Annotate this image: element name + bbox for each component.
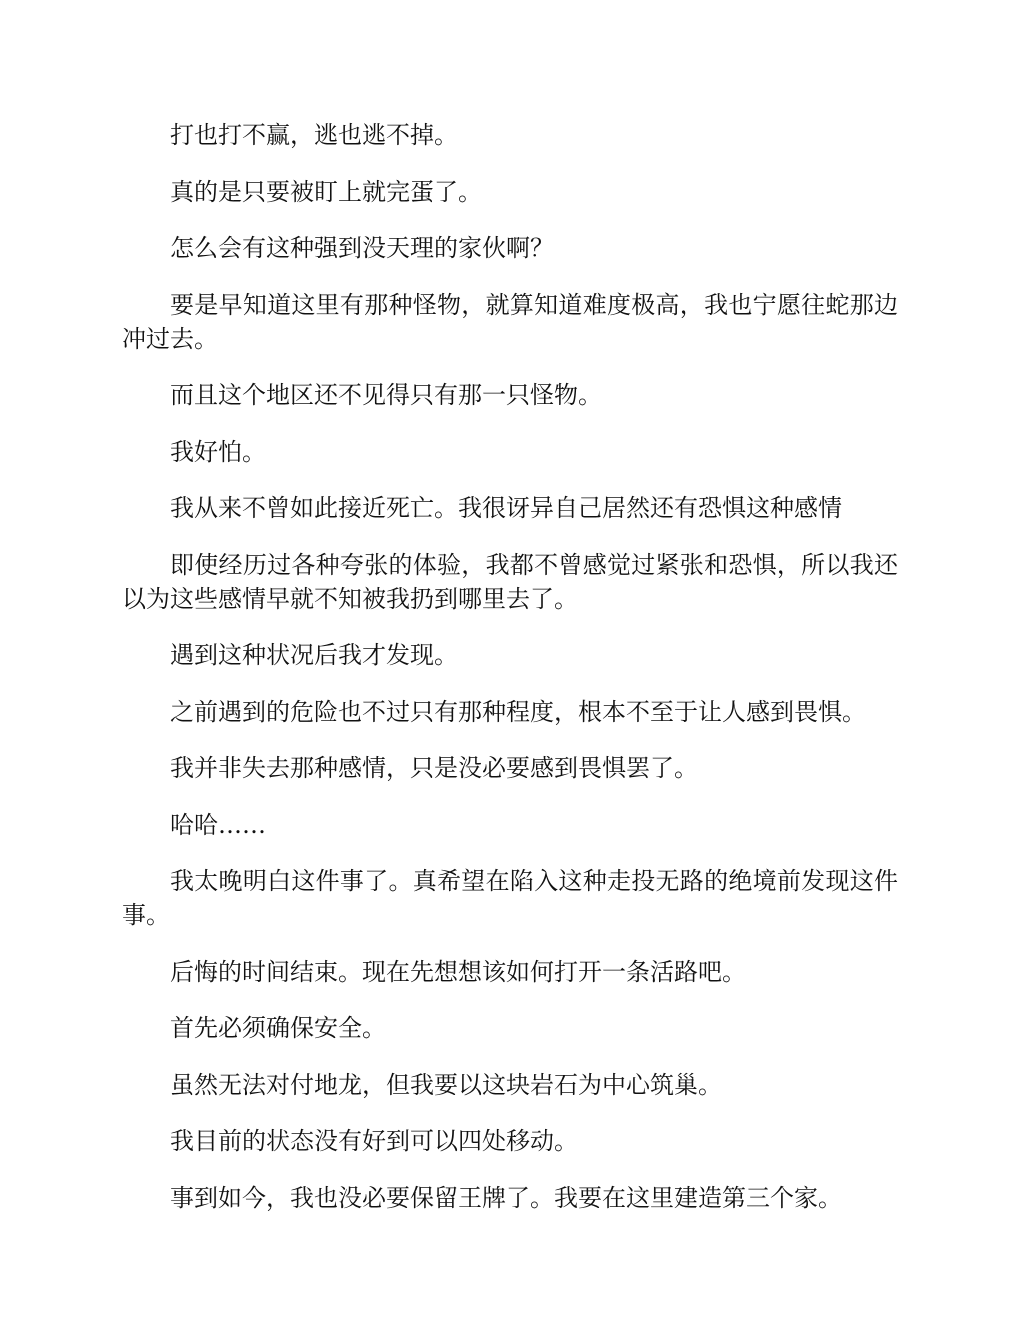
paragraph: 我从来不曾如此接近死亡。我很讶异自己居然还有恐惧这种感情: [170, 494, 842, 522]
paragraph: 我目前的状态没有好到可以四处移动。: [170, 1127, 578, 1155]
paragraph: 要是早知道这里有那种怪物，就算知道难度极高，我也宁愿往蛇那边冲过去。: [122, 290, 898, 353]
paragraph: 而且这个地区还不见得只有那一只怪物。: [170, 381, 602, 409]
paragraph: 我好怕。: [170, 437, 266, 466]
paragraph: 之前遇到的危险也不过只有那种程度，根本不至于让人感到畏惧。: [170, 697, 866, 726]
paragraph: 事到如今，我也没必要保留王牌了。我要在这里建造第三个家。: [170, 1183, 842, 1212]
paragraph: 首先必须确保安全。: [170, 1014, 386, 1042]
paragraph: 我并非失去那种感情，只是没必要感到畏惧罢了。: [170, 754, 698, 782]
text-column: [122, 118, 898, 1237]
paragraph: 怎么会有这种强到没天理的家伙啊？: [170, 234, 554, 262]
paragraph: 哈哈……: [170, 810, 266, 839]
paragraph: 打也打不赢，逃也逃不掉。: [170, 121, 458, 149]
paragraph: 虽然无法对付地龙，但我要以这块岩石为中心筑巢。: [170, 1070, 722, 1099]
paragraph: 我太晚明白这件事了。真希望在陷入这种走投无路的绝境前发现这件事。: [122, 867, 898, 929]
paragraph: 后悔的时间结束。现在先想想该如何打开一条活路吧。: [170, 957, 746, 986]
paragraph: 遇到这种状况后我才发现。: [170, 641, 458, 669]
paragraph: 真的是只要被盯上就完蛋了。: [170, 177, 482, 206]
paragraph: 即使经历过各种夸张的体验，我都不曾感觉过紧张和恐惧，所以我还以为这些感情早就不知被我扔到哪里去了。: [122, 550, 898, 613]
